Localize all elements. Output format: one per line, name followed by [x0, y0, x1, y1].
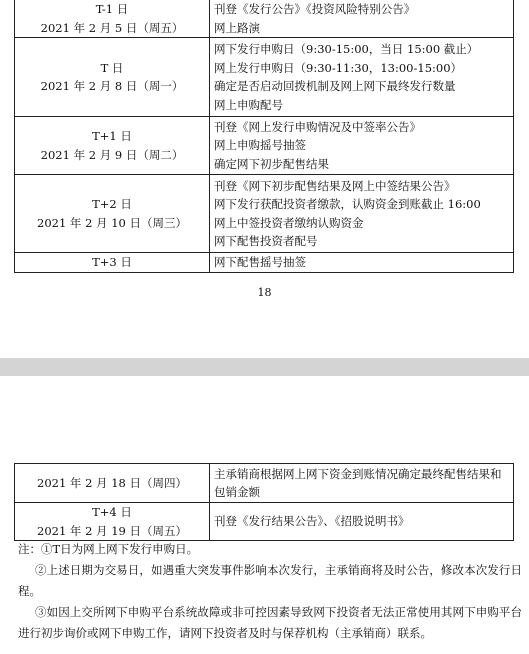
schedule-date-label: 2021 年 2 月 9 日（周二） — [40, 147, 184, 162]
schedule-event-line: 网上路演 — [214, 20, 260, 35]
schedule-event-line: 网上申购摇号抽签 — [214, 138, 306, 153]
schedule-event-line: 刊登《网下初步配售结果及网上中签结果公告》 — [214, 178, 456, 193]
table-row — [15, 503, 514, 541]
table-row — [15, 464, 514, 503]
schedule-event-line: 刊登《发行公告》《投资风险特别公告》 — [214, 2, 416, 16]
table-row — [15, 0, 514, 38]
schedule-event-line: 网上发行申购日（9:30-11:30，13:00-15:00） — [214, 60, 463, 75]
schedule-event-line: 网下配售摇号抽签 — [214, 255, 306, 269]
schedule-date-cell — [15, 175, 210, 253]
issuance-schedule-table-continued — [14, 463, 514, 541]
schedule-day-label: T-1 日 — [95, 2, 129, 16]
issuance-schedule-table — [14, 0, 514, 273]
table-row — [15, 175, 514, 253]
schedule-event-line: 确定是否启动回拨机制及网上网下最终发行数量 — [214, 79, 456, 93]
table-row — [15, 117, 514, 175]
note-line: ②上述日期为交易日，如遇重大突发事件影响本次发行，主承销商将及时公告，修改本次发行日程。 — [18, 563, 522, 598]
schedule-event-line: 确定网下初步配售结果 — [214, 156, 329, 171]
schedule-date-label: 2021 年 2 月 18 日（周四） — [37, 475, 187, 490]
table-row — [15, 253, 514, 273]
schedule-event-cell — [210, 38, 514, 117]
schedule-event-line: 刊登《网上发行申购情况及中签率公告》 — [214, 119, 421, 134]
schedule-day-label: T+2 日 — [92, 197, 132, 211]
schedule-event-cell — [210, 0, 514, 38]
schedule-date-cell — [15, 464, 210, 503]
schedule-date-cell — [15, 117, 210, 175]
schedule-date-label: 2021 年 2 月 8 日（周一） — [40, 79, 184, 93]
schedule-notes — [18, 539, 522, 644]
schedule-date-cell — [15, 503, 210, 541]
note-line: ③如因上交所网下申购平台系统故障或非可控因素导致网下投资者无法正常使用其网下申购平台进行初步询价或网下申购工作，请网下投资者及时与保荐机构（主承销商）联系。 — [18, 605, 522, 640]
table-row — [15, 38, 514, 117]
schedule-day-label: T+1 日 — [92, 129, 132, 143]
schedule-event-cell — [210, 175, 514, 253]
schedule-event-line: 网上中签投资者缴纳认购资金 — [214, 215, 364, 230]
note-line: 注：①T日为网上网下发行申购日。 — [18, 542, 199, 556]
schedule-event-cell — [210, 503, 514, 541]
schedule-event-cell — [210, 253, 514, 273]
schedule-event-line: 网下发行获配投资者缴款，认购资金到账截止 16:00 — [214, 197, 481, 211]
schedule-date-label: 2021 年 2 月 5 日（周五） — [40, 20, 184, 35]
schedule-event-line: 网下发行申购日（9:30-15:00，当日 15:00 截止） — [214, 42, 479, 56]
schedule-event-line: 网下配售投资者配号 — [214, 234, 318, 248]
schedule-event-line: 网上申购配号 — [214, 97, 283, 112]
schedule-day-label: T 日 — [100, 60, 124, 75]
schedule-event-cell — [210, 117, 514, 175]
schedule-date-label: 2021 年 2 月 19 日（周五） — [37, 523, 187, 538]
schedule-date-label: 2021 年 2 月 10 日（周三） — [37, 215, 187, 230]
schedule-event-cell — [210, 464, 514, 503]
schedule-date-cell — [15, 253, 210, 273]
schedule-day-label: T+4 日 — [92, 505, 132, 519]
document-page-lower — [0, 376, 529, 654]
schedule-event-line: 主承销商根据网上网下资金到账情况确定最终配售结果和包销金额 — [214, 466, 502, 499]
page-number: 18 — [257, 286, 272, 299]
schedule-date-cell — [15, 38, 210, 117]
schedule-event-line: 刊登《发行结果公告》、《招股说明书》 — [214, 514, 410, 529]
schedule-date-cell — [15, 0, 210, 38]
page-separator — [0, 358, 529, 376]
schedule-day-label: T+3 日 — [92, 255, 132, 269]
